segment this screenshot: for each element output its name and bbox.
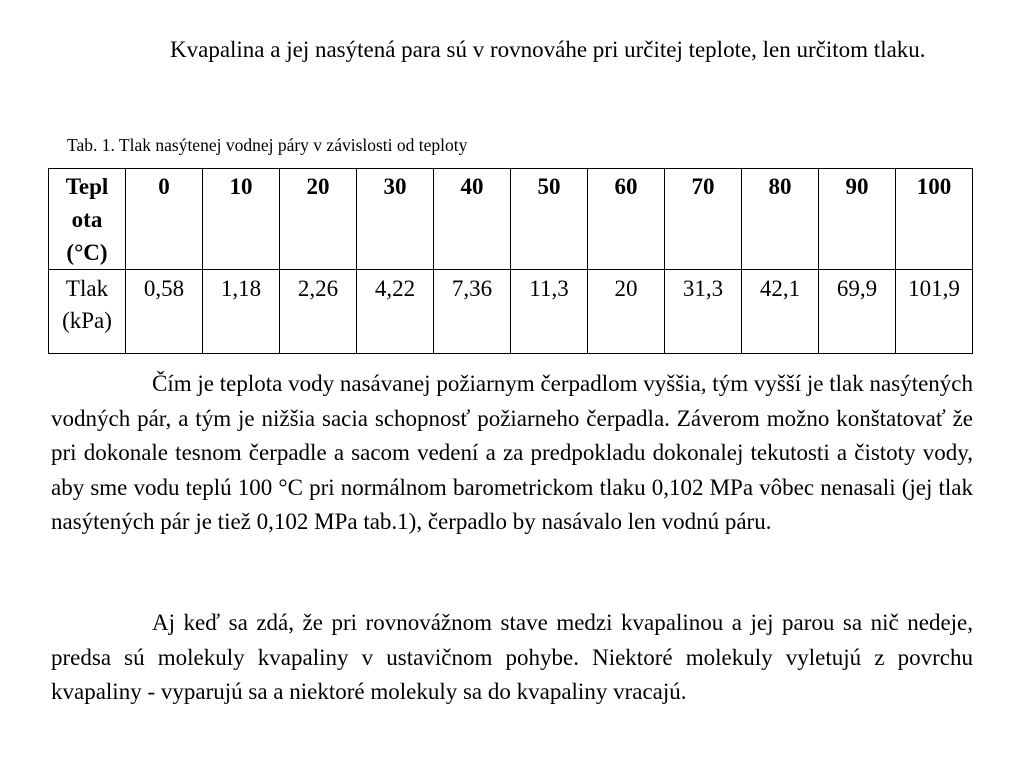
pressure-cell: 42,1 bbox=[742, 270, 819, 354]
pressure-row-label: Tlak (kPa) bbox=[49, 270, 126, 354]
temperature-cell: 60 bbox=[588, 169, 665, 270]
temperature-cell: 80 bbox=[742, 169, 819, 270]
body-paragraph-2: Aj keď sa zdá, že pri rovnovážnom stave medzi kvapalinou a jej parou sa nič nedeje, predsa sú molekuly kvapaliny v ustavičnom pohybe. Niektoré molekuly vyletujú z povrchu kvapaliny - vyparujú sa a niektoré molekuly sa do kvapaliny vracajú. bbox=[51, 610, 973, 704]
pressure-cell: 0,58 bbox=[126, 270, 203, 354]
temperature-cell: 20 bbox=[280, 169, 357, 270]
pressure-cell: 20 bbox=[588, 270, 665, 354]
pressure-cell: 4,22 bbox=[357, 270, 434, 354]
table-header-row bbox=[49, 169, 973, 270]
pressure-cell: 69,9 bbox=[819, 270, 896, 354]
table-caption: Tab. 1. Tlak nasýtenej vodnej páry v závislosti od teploty bbox=[67, 135, 468, 155]
temperature-header-label: Tepl ota (°C) bbox=[49, 169, 126, 270]
table-data-row bbox=[49, 270, 973, 354]
temperature-cell: 70 bbox=[665, 169, 742, 270]
temperature-cell: 30 bbox=[357, 169, 434, 270]
body-paragraph-1: Čím je teplota vody nasávanej požiarnym čerpadlom vyššia, tým vyšší je tlak nasýtených vodných pár, a tým je nižšia sacia schopnosť požiarneho čerpadla. Záverom možno konštatovať že pri dokonale tesnom čerpadle a sacom vedení a za predpokladu dokonalej tekutosti a čistoty vody, aby sme vodu teplú 100 °C pri normálnom barometrickom tlaku 0,102 MPa vôbec nenasali (jej tlak nasýtených pár je tiež 0,102 MPa tab.1), čerpadlo by nasávalo len vodnú páru. bbox=[51, 371, 973, 534]
temperature-cell: 40 bbox=[434, 169, 511, 270]
pressure-cell: 2,26 bbox=[280, 270, 357, 354]
temperature-cell: 50 bbox=[511, 169, 588, 270]
pressure-table bbox=[48, 168, 973, 354]
temperature-cell: 90 bbox=[819, 169, 896, 270]
pressure-cell: 31,3 bbox=[665, 270, 742, 354]
intro-paragraph: Kvapalina a jej nasýtená para sú v rovnováhe pri určitej teplote, len určitom tlaku. bbox=[170, 37, 926, 62]
temperature-cell: 0 bbox=[126, 169, 203, 270]
temperature-cell: 10 bbox=[203, 169, 280, 270]
pressure-cell: 101,9 bbox=[896, 270, 973, 354]
pressure-cell: 11,3 bbox=[511, 270, 588, 354]
pressure-cell: 7,36 bbox=[434, 270, 511, 354]
temperature-cell: 100 bbox=[896, 169, 973, 270]
pressure-cell: 1,18 bbox=[203, 270, 280, 354]
